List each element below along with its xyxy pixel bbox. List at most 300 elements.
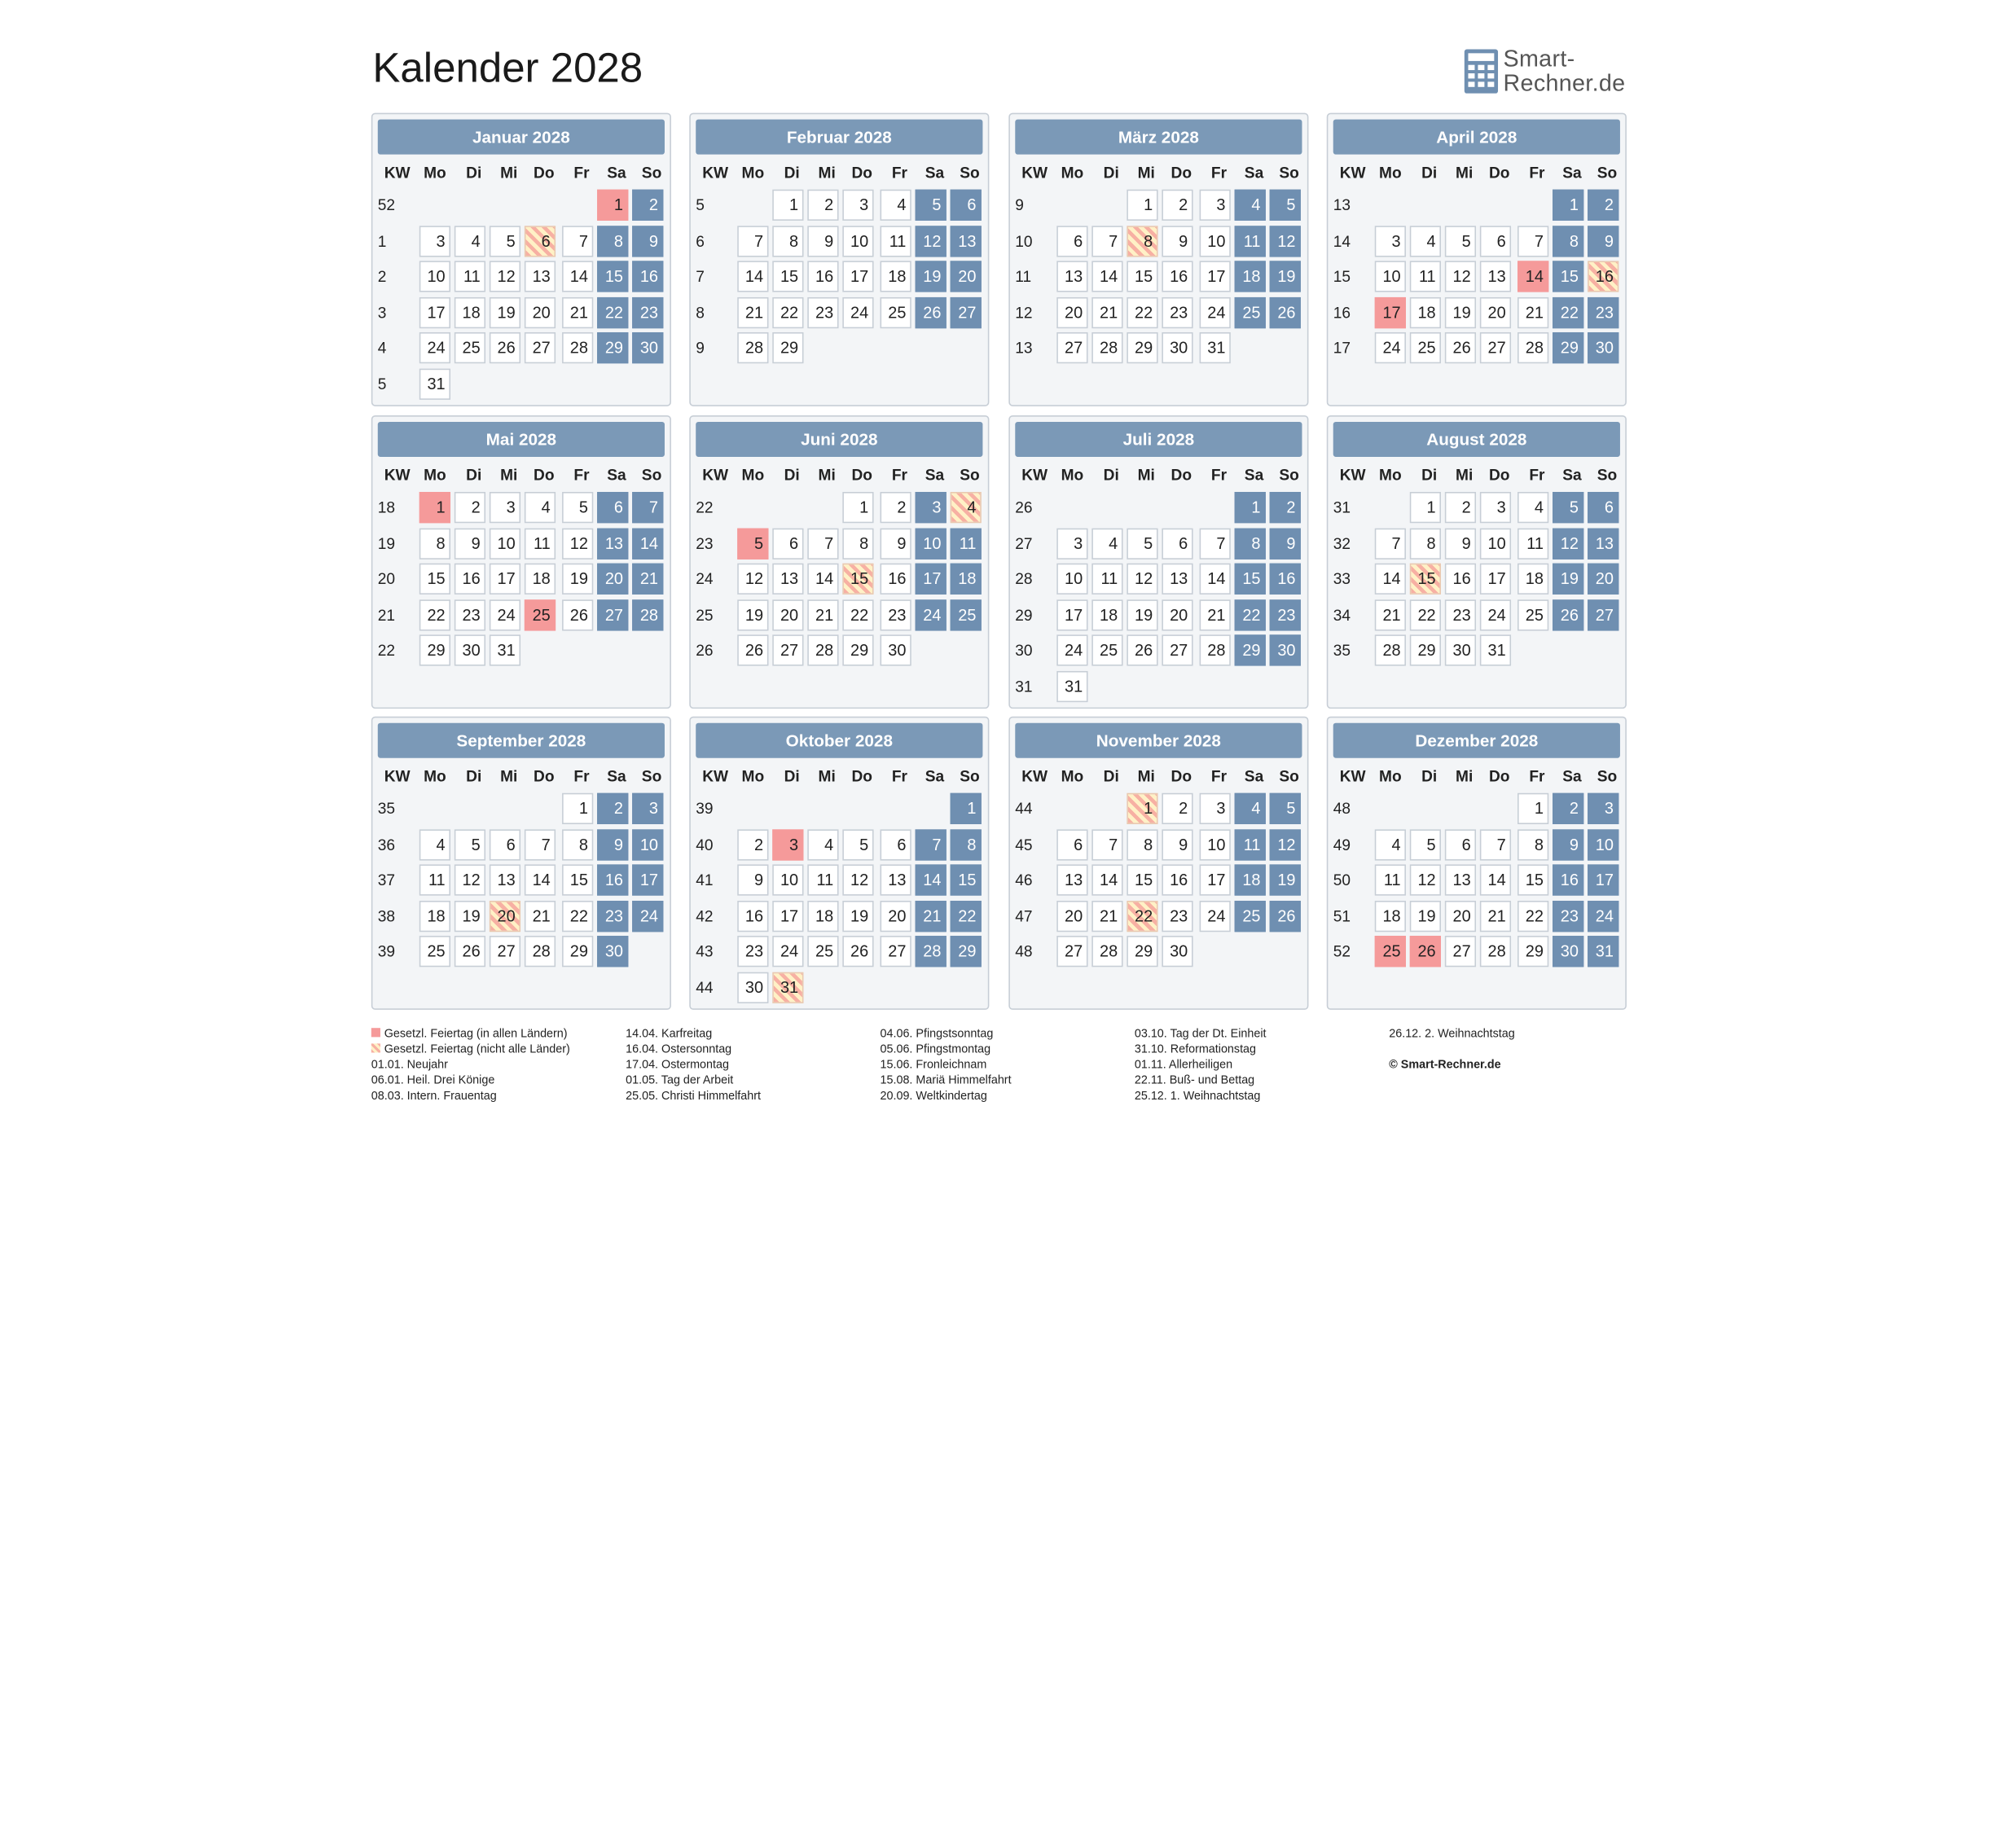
day-cell: 14 [1200,564,1231,595]
day-cell: 14 [632,529,663,560]
weekday-header: KW [1339,766,1366,786]
day-cell: 10 [490,529,520,560]
week-number: 18 [377,498,396,517]
day-cell: 19 [1445,297,1476,328]
day-cell: 9 [737,864,768,895]
day-cell: 20 [1445,901,1476,932]
day-cell: 25 [807,936,838,967]
day-cell: 29 [1410,634,1441,665]
weekday-header: Sa [1244,163,1264,182]
holiday-name: Gesetzl. Feiertag (in allen Ländern) [384,1026,568,1040]
day-cell: 30 [1162,936,1192,967]
weekday-header: Fr [891,163,907,182]
weekday-header: So [960,466,980,485]
weekday-header: So [641,466,662,485]
day-cell: 29 [1553,332,1583,363]
day-cell: 4 [1235,190,1266,221]
holiday-swatch-icon [371,1028,380,1037]
day-cell: 29 [419,634,450,665]
day-cell: 10 [632,829,663,860]
week-number: 9 [1015,195,1024,214]
holiday-date: 17.04. [626,1057,662,1071]
day-cell: 28 [1091,332,1122,363]
week-number: 28 [1015,569,1033,588]
week-number: 22 [696,498,714,517]
day-cell: 9 [597,829,628,860]
holiday-name: Tag der Dt. Einheit [1170,1026,1267,1040]
weekday-header: Fr [891,466,907,485]
holiday-date: 26.12. [1389,1026,1425,1040]
day-cell: 30 [632,332,663,363]
day-cell: 10 [842,226,873,257]
day-cell: 1 [842,492,873,523]
week-number: 5 [696,195,705,214]
day-cell: 25 [1235,297,1266,328]
day-cell: 17 [1588,864,1619,895]
day-cell: 13 [1480,261,1511,292]
weekday-header: Mi [1456,466,1474,485]
day-cell: 1 [1235,492,1266,523]
legend-entry [1389,1025,1514,1041]
day-cell: 16 [1553,864,1583,895]
day-cell: 26 [1553,599,1583,630]
day-cell: 31 [1480,634,1511,665]
weekday-header: KW [1021,163,1048,182]
day-cell: 27 [1480,332,1511,363]
day-cell: 11 [455,261,485,292]
holiday-date: 15.06. [880,1057,916,1071]
holiday-name: Pfingstmontag [916,1042,991,1055]
weekday-header: Mo [1379,163,1402,182]
weekday-header: Fr [573,163,590,182]
day-cell: 10 [1375,261,1406,292]
day-cell: 7 [916,829,947,860]
day-cell: 1 [772,190,803,221]
day-cell: 5 [1127,529,1157,560]
day-cell: 9 [632,226,663,257]
week-number: 31 [1333,498,1351,517]
day-cell: 31 [772,972,803,1003]
day-cell: 6 [597,492,628,523]
day-cell: 11 [1375,864,1406,895]
brand-logo[interactable] [1465,46,1633,99]
day-cell: 12 [842,864,873,895]
day-cell: 15 [1553,261,1583,292]
holiday-date: 01.11. [1134,1057,1169,1071]
week-number: 10 [1015,232,1033,251]
weekday-header: Sa [607,766,626,786]
legend-entry [371,1041,570,1056]
month-title: April 2028 [1333,120,1620,155]
day-cell: 6 [881,829,911,860]
day-cell: 4 [881,190,911,221]
day-cell: 3 [916,492,947,523]
legend-entry [626,1088,761,1104]
day-cell: 6 [1162,529,1192,560]
weekday-header: Do [1488,466,1510,485]
copyright-text: © Smart-Rechner.de [1389,1057,1501,1071]
day-cell: 6 [772,529,803,560]
day-cell: 13 [951,226,982,257]
week-number: 9 [696,338,705,358]
day-cell: 17 [419,297,450,328]
day-cell: 10 [1056,564,1087,595]
day-cell: 8 [1127,226,1157,257]
weekday-header: So [1279,766,1299,786]
day-cell: 24 [1200,297,1231,328]
weekday-header: Do [534,163,555,182]
legend-entry [371,1056,570,1072]
day-cell: 15 [772,261,803,292]
weekday-header: KW [1021,466,1048,485]
week-number: 7 [696,267,705,286]
day-cell: 2 [455,492,485,523]
day-cell: 23 [1553,901,1583,932]
holiday-name: Buß- und Bettag [1169,1073,1255,1086]
day-cell: 17 [772,901,803,932]
week-number: 41 [696,871,714,889]
day-cell: 28 [807,634,838,665]
day-cell: 25 [1410,332,1441,363]
day-cell: 16 [1445,564,1476,595]
day-cell: 9 [1553,829,1583,860]
month-card [1008,113,1308,406]
day-cell: 4 [1410,226,1441,257]
day-cell: 27 [490,936,520,967]
day-cell: 28 [525,936,556,967]
month-card [1008,415,1308,709]
week-number: 8 [696,303,705,323]
day-cell: 29 [1235,634,1266,665]
day-cell: 30 [1588,332,1619,363]
day-cell: 22 [772,297,803,328]
weekday-header: Mi [500,466,518,485]
day-cell: 6 [1480,226,1511,257]
weekday-header: KW [384,163,411,182]
weekday-header: Sa [1562,163,1582,182]
day-cell: 29 [772,332,803,363]
day-cell: 11 [951,529,982,560]
day-cell: 28 [1200,634,1231,665]
day-cell: 31 [1588,936,1619,967]
day-cell: 27 [881,936,911,967]
day-cell: 16 [597,864,628,895]
day-cell: 17 [1200,864,1231,895]
week-number: 35 [377,799,396,818]
day-cell: 13 [597,529,628,560]
week-number: 32 [1333,534,1351,553]
week-number: 6 [696,232,705,251]
holiday-date: 20.09. [880,1089,916,1103]
weekday-header: Do [1171,163,1192,182]
week-number: 13 [1333,195,1351,214]
day-cell: 2 [1588,190,1619,221]
day-cell: 16 [455,564,485,595]
legend-entry [1135,1056,1267,1072]
legend-entry [371,1072,570,1087]
week-number: 39 [696,799,714,818]
day-cell: 12 [1410,864,1441,895]
day-cell: 25 [951,599,982,630]
day-cell: 31 [1056,671,1087,702]
legend-entry [1135,1072,1267,1087]
legend-column-4 [1135,1025,1267,1104]
weekday-header: Di [466,766,482,786]
day-cell: 20 [1480,297,1511,328]
week-number: 27 [1015,534,1033,553]
day-cell: 7 [1517,226,1548,257]
day-cell: 3 [1200,190,1231,221]
day-cell: 8 [1127,829,1157,860]
day-cell: 14 [562,261,593,292]
holiday-name: Ostermontag [661,1057,729,1071]
day-cell: 27 [1445,936,1476,967]
holiday-name: 2. Weihnachtstag [1425,1026,1515,1040]
day-cell: 8 [951,829,982,860]
day-cell: 24 [419,332,450,363]
holiday-date: 01.01. [371,1057,407,1071]
legend-entry [626,1072,761,1087]
day-cell: 18 [1410,297,1441,328]
day-cell: 13 [1056,864,1087,895]
day-cell: 8 [597,226,628,257]
day-cell: 22 [419,599,450,630]
day-cell: 5 [1270,793,1301,824]
day-cell: 30 [737,972,768,1003]
day-cell: 20 [1056,901,1087,932]
weekday-header: Sa [1244,766,1264,786]
week-number: 34 [1333,606,1351,625]
day-cell: 2 [807,190,838,221]
day-cell: 21 [1480,901,1511,932]
week-number: 38 [377,906,396,926]
weekday-header: Fr [1210,466,1228,485]
day-cell: 19 [1410,901,1441,932]
day-cell: 14 [1517,261,1548,292]
day-cell: 31 [1200,332,1231,363]
day-cell: 4 [807,829,838,860]
month-title: Juni 2028 [696,422,982,457]
day-cell: 2 [737,829,768,860]
week-number: 19 [377,534,396,553]
day-cell: 25 [1517,599,1548,630]
day-cell: 20 [490,901,520,932]
week-number: 5 [377,375,387,393]
day-cell: 1 [1517,793,1548,824]
weekday-header: Di [784,466,800,485]
day-cell: 21 [1200,599,1231,630]
brand-logo-text: Smart- Rechner.de [1503,45,1626,96]
day-cell: 27 [597,599,628,630]
weekday-header: Fr [1210,766,1228,786]
day-cell: 7 [807,529,838,560]
weekday-header: KW [384,766,411,786]
weekday-header: Di [784,163,800,182]
day-cell: 7 [632,492,663,523]
holiday-name: Tag der Arbeit [661,1073,734,1086]
partial-holiday-swatch-icon [371,1043,380,1052]
holiday-date: 15.08. [880,1073,916,1086]
day-cell: 1 [562,793,593,824]
day-cell: 10 [1200,226,1231,257]
month-card [1327,113,1627,406]
weekday-header: Mi [1137,163,1155,182]
week-number: 42 [696,906,714,926]
week-number: 4 [377,338,387,358]
day-cell: 23 [737,936,768,967]
day-cell: 14 [1480,864,1511,895]
holiday-date: 08.03. [371,1089,407,1103]
week-number: 15 [1333,267,1351,286]
holiday-name: Reformationstag [1170,1042,1257,1055]
week-number: 39 [377,942,396,961]
day-cell: 29 [1127,936,1157,967]
day-cell: 5 [916,190,947,221]
day-cell: 12 [1127,564,1157,595]
holiday-name: Heil. Drei Könige [406,1073,495,1086]
holiday-name: 1. Weihnachtstag [1170,1089,1261,1103]
holiday-date: 01.05. [626,1073,661,1086]
day-cell: 8 [562,829,593,860]
day-cell: 23 [807,297,838,328]
day-cell: 29 [842,634,873,665]
holiday-legend [371,1025,1644,1104]
day-cell: 15 [1127,261,1157,292]
day-cell: 16 [632,261,663,292]
legend-entry [1135,1088,1267,1104]
day-cell: 22 [597,297,628,328]
day-cell: 1 [1410,492,1441,523]
day-cell: 5 [1445,226,1476,257]
weekday-header: Mo [424,766,446,786]
day-cell: 12 [1270,829,1301,860]
month-title: November 2028 [1015,723,1302,758]
week-number: 44 [696,978,714,997]
day-cell: 17 [632,864,663,895]
day-cell: 5 [1270,190,1301,221]
weekday-header: So [960,766,980,786]
day-cell: 16 [737,901,768,932]
day-cell: 29 [597,332,628,363]
weekday-header: Mi [1456,766,1474,786]
day-cell: 20 [1588,564,1619,595]
day-cell: 29 [562,936,593,967]
day-cell: 23 [632,297,663,328]
holiday-date: 05.06. [880,1042,916,1055]
weekday-header: Mo [424,163,446,182]
day-cell: 6 [1588,492,1619,523]
day-cell: 6 [951,190,982,221]
weekday-header: Fr [1529,466,1545,485]
week-number: 40 [696,836,714,854]
week-number: 29 [1015,606,1033,625]
day-cell: 20 [772,599,803,630]
day-cell: 26 [916,297,947,328]
day-cell: 1 [597,190,628,221]
legend-column-2 [626,1025,761,1104]
holiday-date: 31.10. [1134,1042,1171,1055]
day-cell: 19 [455,901,485,932]
day-cell: 24 [490,599,520,630]
holiday-date: 04.06. [880,1026,916,1040]
weekday-header: Sa [1562,466,1582,485]
week-number: 33 [1333,569,1351,588]
month-card [1327,415,1627,709]
day-cell: 17 [1056,599,1087,630]
day-cell: 9 [1445,529,1476,560]
day-cell: 9 [455,529,485,560]
weekday-header: Do [1488,163,1510,182]
day-cell: 14 [807,564,838,595]
day-cell: 5 [842,829,873,860]
day-cell: 22 [1127,297,1157,328]
day-cell: 17 [1375,297,1406,328]
weekday-header: Mi [1137,466,1155,485]
week-number: 11 [1015,267,1032,286]
day-cell: 28 [1480,936,1511,967]
day-cell: 3 [1375,226,1406,257]
day-cell: 12 [455,864,485,895]
day-cell: 21 [562,297,593,328]
weekday-header: So [960,163,980,182]
day-cell: 15 [842,564,873,595]
legend-entry [881,1072,1012,1087]
day-cell: 6 [1056,829,1087,860]
day-cell: 11 [881,226,911,257]
weekday-header: Do [851,163,872,182]
week-number: 3 [377,303,387,323]
day-cell: 19 [916,261,947,292]
day-cell: 23 [455,599,485,630]
week-number: 14 [1333,232,1351,251]
day-cell: 22 [1517,901,1548,932]
day-cell: 30 [1270,634,1301,665]
day-cell: 26 [455,936,485,967]
day-cell: 10 [1200,829,1231,860]
day-cell: 26 [562,599,593,630]
holiday-name: Ostersonntag [661,1042,732,1055]
day-cell: 7 [1091,226,1122,257]
weekday-header: KW [1339,163,1366,182]
weekday-header: Mo [1061,466,1084,485]
weekday-header: Sa [607,466,626,485]
week-number: 26 [696,641,714,660]
day-cell: 23 [1270,599,1301,630]
weekday-header: Fr [573,466,590,485]
week-number: 16 [1333,303,1351,323]
month-title: Februar 2028 [696,120,982,155]
week-number: 46 [1015,871,1033,889]
day-cell: 23 [1162,901,1192,932]
day-cell: 1 [419,492,450,523]
day-cell: 24 [1056,634,1087,665]
day-cell: 25 [881,297,911,328]
day-cell: 11 [1235,829,1266,860]
day-cell: 2 [632,190,663,221]
day-cell: 13 [1445,864,1476,895]
day-cell: 11 [1517,529,1548,560]
day-cell: 16 [881,564,911,595]
holiday-name: Mariä Himmelfahrt [916,1073,1012,1086]
day-cell: 20 [1162,599,1192,630]
month-card [1327,717,1627,1010]
day-cell: 13 [1162,564,1192,595]
day-cell: 14 [525,864,556,895]
day-cell: 7 [1091,829,1122,860]
weekday-header: Do [1488,766,1510,786]
weekday-header: Mo [1379,766,1402,786]
week-number: 24 [696,569,714,588]
